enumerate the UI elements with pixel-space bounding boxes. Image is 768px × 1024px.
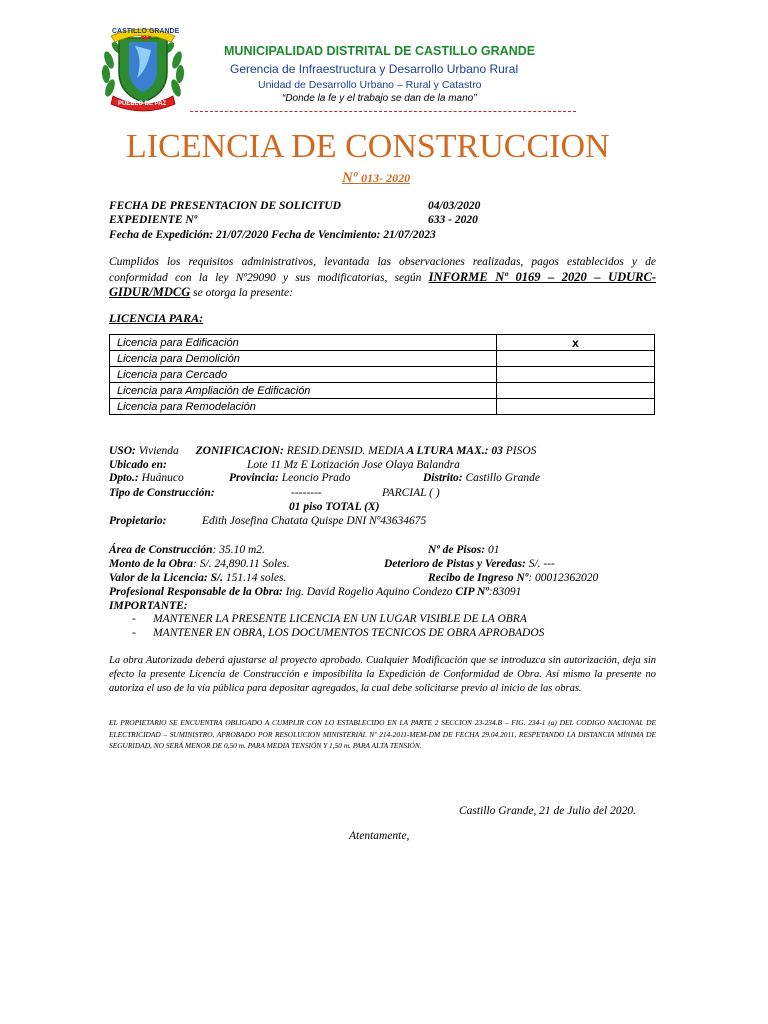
deterioro-value: S/. ---: [525, 558, 555, 570]
unit-name: Unidad de Desarrollo Urbano – Rural y Catastro: [258, 79, 482, 91]
license-type-label: Licencia para Edificación: [110, 335, 497, 351]
fecha-presentacion-value: 04/03/2020: [428, 200, 481, 212]
management-name: Gerencia de Infraestructura y Desarrollo Urbano Rural: [230, 62, 519, 76]
expediente-value: 633 - 2020: [428, 214, 478, 226]
valor-value: 151.14 soles.: [223, 572, 287, 584]
table-row: [110, 351, 655, 367]
license-type-label: Licencia para Cercado: [110, 367, 497, 383]
altura-value: PISOS: [502, 445, 537, 457]
ubicado-value: Lote 11 Mz E Lotización Jose Olaya Balandra: [247, 459, 460, 471]
monto-line: [109, 558, 290, 570]
profesional-value: Ing. David Rogelio Aquino Condezo: [282, 586, 456, 598]
distrito-value: Castillo Grande: [462, 472, 540, 484]
monto-label: Monto de la Obra: [109, 558, 194, 570]
provincia-line: [229, 472, 350, 484]
dpto-line: [109, 472, 184, 484]
license-number-value: 013- 2020: [361, 171, 411, 185]
place-date: Castillo Grande, 21 de Julio del 2020.: [459, 805, 636, 817]
valor-line: [109, 572, 286, 584]
area-line: [109, 544, 265, 556]
expedicion-line: Fecha de Expedición: 21/07/2020 Fecha de Vencimiento: 21/07/2023: [109, 229, 436, 241]
importante-item-text: MANTENER LA PRESENTE LICENCIA EN UN LUGAR VISIBLE DE LA OBRA: [153, 613, 527, 625]
deterioro-line: [384, 558, 555, 570]
altura-label: A LTURA MAX.: 03: [406, 445, 503, 457]
license-number-prefix: Nº: [342, 170, 362, 186]
cip-value: :83091: [488, 586, 522, 598]
license-type-label: Licencia para Remodelación: [110, 399, 497, 415]
fecha-presentacion-label: FECHA DE PRESENTACION DE SOLICITUD: [109, 200, 341, 212]
license-type-mark: [497, 351, 655, 367]
header-divider: [190, 111, 576, 112]
monto-value: : S/. 24,890.11 Soles.: [193, 558, 290, 570]
informe-reference: INFORME Nº 0169 – 2020 – UDURC-GIDUR/MDCG: [109, 269, 656, 299]
license-type-mark: x: [497, 335, 655, 351]
importante-item-text: MANTENER EN OBRA, LOS DOCUMENTOS TECNICOS DE OBRA APROBADOS: [153, 627, 545, 639]
license-number: [342, 170, 410, 187]
ubicado-label: Ubicado en:: [109, 459, 167, 471]
license-type-table: [109, 334, 655, 415]
licencia-para-heading: LICENCIA PARA:: [109, 311, 204, 325]
recibo-line: [428, 572, 598, 584]
intro-text: Cumplidos los requisitos administrativos, levantada las observaciones realizadas, pagos establecidos y de conformidad con la ley Nº29090 y sus modificatorias, según: [109, 256, 656, 284]
distrito-label: Distrito:: [423, 472, 463, 484]
dpto-label: Dpto.:: [109, 472, 139, 484]
tipo-dashes: --------: [291, 487, 322, 499]
tipo-total: 01 piso TOTAL (X): [289, 501, 380, 513]
expediente-label: EXPEDIENTE Nº: [109, 214, 198, 226]
obra-paragraph: La obra Autorizada deberá ajustarse al proyecto aprobado. Cualquier Modificación que se introduzca sin autorización, deja sin efecto la presente Licencia de Construcción e imposibilita la Expedición de Conformidad de Obra. Así mismo la presente no autoriza el uso de la vía pública para depositar agregados, la cual debe solicitarse previo al inicio de las obras.: [109, 655, 656, 694]
propietario-value: Edith Josefina Chatata Quispe DNI Nº43634675: [202, 515, 427, 527]
intro-tail: se otorga la presente:: [190, 287, 293, 299]
area-value: : 35.10 m2.: [212, 544, 265, 556]
uso-label: USO:: [109, 445, 136, 457]
propietario-label: Propietario:: [109, 515, 167, 527]
profesional-label: Profesional Responsable de la Obra:: [109, 586, 283, 598]
recibo-label: Recibo de Ingreso Nº: [428, 572, 529, 584]
intro-paragraph: [109, 255, 656, 301]
zonificacion-label: ZONIFICACION:: [195, 445, 284, 457]
license-type-label: Licencia para Demolición: [110, 351, 497, 367]
table-row: [110, 383, 655, 399]
importante-item: - MANTENER LA PRESENTE LICENCIA EN UN LUGAR VISIBLE DE LA OBRA: [132, 613, 527, 625]
table-row: [110, 367, 655, 383]
uso-line: [109, 445, 536, 457]
importante-heading: IMPORTANTE:: [109, 600, 188, 612]
provincia-label: Provincia:: [229, 472, 279, 484]
seal-top-text: CASTILLO GRANDE: [112, 28, 180, 35]
license-type-mark: [497, 399, 655, 415]
zonificacion-value: RESID.DENSID. MEDIA: [283, 445, 407, 457]
table-row: [110, 399, 655, 415]
profesional-line: [109, 586, 521, 598]
valor-label: Valor de la Licencia: S/.: [109, 572, 224, 584]
seal-bottom-text: PUEBLO DE PAZ: [118, 101, 167, 107]
pisos-value: 01: [485, 544, 500, 556]
provincia-value: Leoncio Prado: [278, 472, 351, 484]
deterioro-label: Deterioro de Pistas y Veredas:: [384, 558, 526, 570]
municipality-name: MUNICIPALIDAD DISTRITAL DE CASTILLO GRANDE: [224, 44, 536, 58]
table-row: [110, 335, 655, 351]
importante-item: - MANTENER EN OBRA, LOS DOCUMENTOS TECNICOS DE OBRA APROBADOS: [132, 627, 545, 639]
dpto-value: Huánuco: [138, 472, 184, 484]
document-title: LICENCIA DE CONSTRUCCION: [126, 128, 610, 165]
pisos-line: [428, 544, 499, 556]
tipo-parcial: PARCIAL ( ): [382, 487, 440, 499]
cip-label: CIP Nº: [455, 586, 489, 598]
propietario-obligation-paragraph: EL PROPIETARIO SE ENCUENTRA OBLIGADO A CUMPLIR CON LO ESTABLECIDO EN LA PARTE 2 SECCION 23-234.B – FIG. 234-1 (a) DEL CODIGO NACIONAL DE ELECTRICIDAD – SUMINISTRO, APROBADO POR RESOLUCION MINISTERIAL Nº 214-2011-MEM-DM DE FECHA 29.04.2011, RESPETANDO LA DISTANCIA MÍNIMA DE SEGURIDAD, NO SERÁ MENOR DE 0,50 m. PARA MEDIA TENSIÓN Y 1,50 m. PARA ALTA TENSIÓN.: [109, 718, 656, 751]
distrito-line: [423, 472, 540, 484]
pisos-label: Nº de Pisos:: [428, 544, 486, 556]
area-label: Área de Construcción: [109, 544, 213, 556]
closing-greeting: Atentamente,: [349, 830, 410, 842]
license-type-mark: [497, 383, 655, 399]
uso-value: Vivienda: [135, 445, 179, 457]
tipo-label: Tipo de Construcción:: [109, 487, 215, 499]
recibo-value: : 00012362020: [528, 572, 599, 584]
header-motto: “Donde la fe y el trabajo se dan de la mano”: [282, 93, 477, 104]
license-type-mark: [497, 367, 655, 383]
license-type-label: Licencia para Ampliación de Edificación: [110, 383, 497, 399]
